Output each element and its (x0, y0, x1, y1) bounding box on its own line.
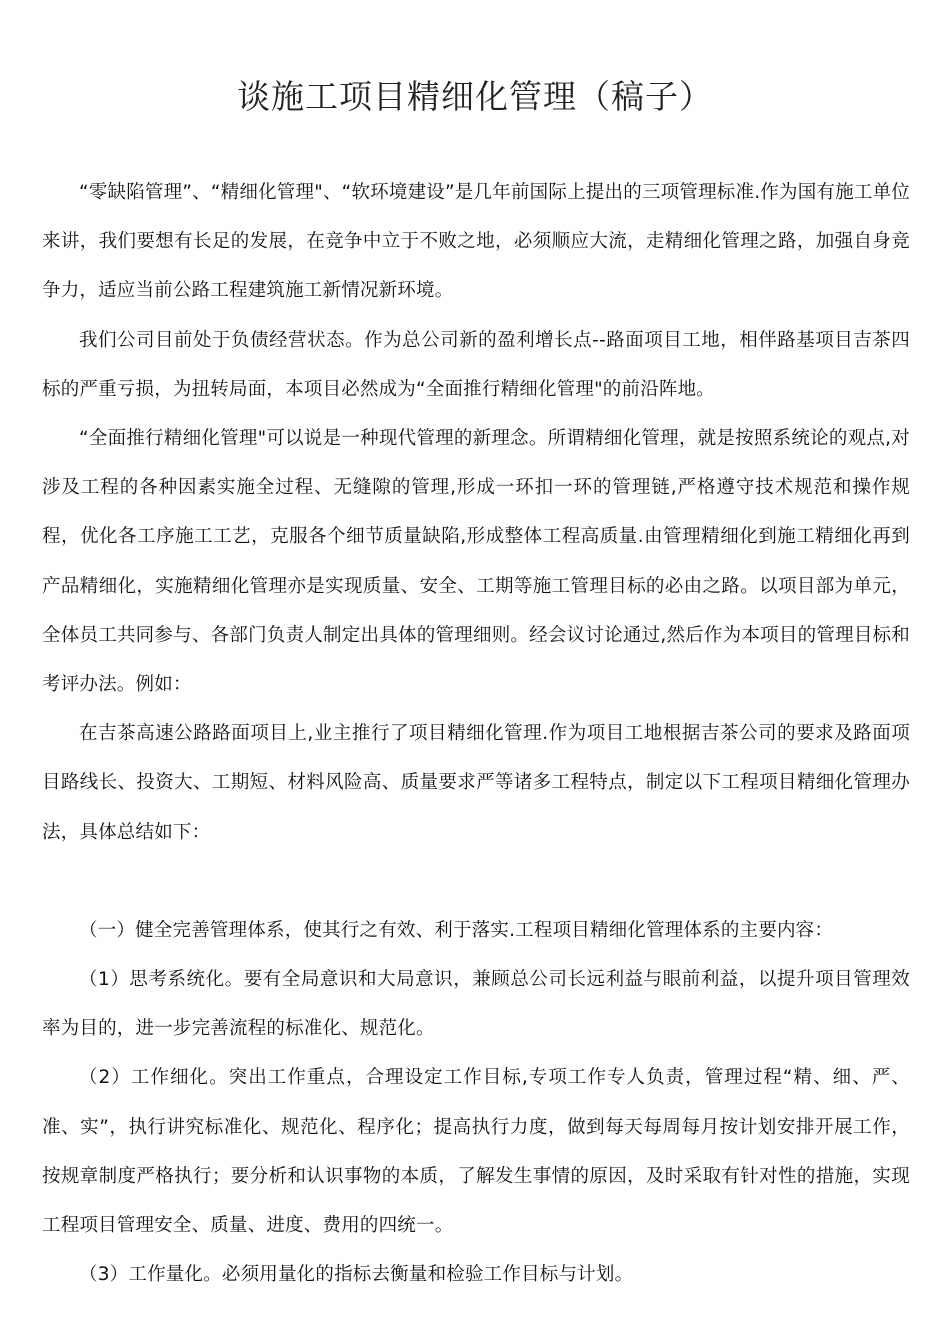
document-title: 谈施工项目精细化管理（稿子） (237, 77, 713, 116)
list-item: （1）思考系统化。要有全局意识和大局意识，兼顾总公司长远利益与眼前利益，以提升项目管理效率为目的，进一步完善流程的标准化、规范化。 (42, 969, 910, 1040)
document-body (42, 168, 910, 1299)
paragraph-spacer (42, 857, 910, 906)
paragraph: 我们公司目前处于负债经营状态。作为总公司新的盈利增长点--路面项目工地，相伴路基项目吉茶四标的严重亏损，为扭转局面，本项目必然成为“全面推行精细化管理"的前沿阵地。 (42, 329, 910, 400)
paragraph: 在吉茶高速公路路面项目上,业主推行了项目精细化管理.作为项目工地根据吉茶公司的要求及路面项目路线长、投资大、工期短、材料风险高、质量要求严等诸多工程特点，制定以下工程项目精细化管理办法，具体总结如下： (42, 723, 910, 843)
paragraph: “零缺陷管理”、“精细化管理"、“软环境建设”是几年前国际上提出的三项管理标准.作为国有施工单位来讲，我们要想有长足的发展，在竞争中立于不败之地，必须顺应大流，走精细化管理之路，加强自身竞争力，适应当前公路工程建筑施工新情况新环境。 (42, 182, 910, 302)
list-item: （3）工作量化。必须用量化的指标去衡量和检验工作目标与计划。 (79, 1264, 634, 1286)
list-item: （2）工作细化。突出工作重点，合理设定工作目标,专项工作专人负责，管理过程“精、细、严、准、实”，执行讲究标准化、规范化、程序化；提高执行力度，做到每天每周每月按计划安排开展工作，按规章制度严格执行；要分析和认识事物的本质，了解发生事情的原因，及时采取有针对性的措施，实现工程项目管理安全、质量、进度、费用的四统一。 (42, 1067, 910, 1237)
section-heading: （一）健全完善管理体系，使其行之有效、利于落实.工程项目精细化管理体系的主要内容： (79, 919, 834, 941)
paragraph: “全面推行精细化管理"可以说是一种现代管理的新理念。所谓精细化管理，就是按照系统论的观点,对涉及工程的各种因素实施全过程、无缝隙的管理,形成一环扣一环的管理链,严格遵守技术规范和操作规程，优化各工序施工工艺，克服各个细节质量缺陷,形成整体工程高质量.由管理精细化到施工精细化再到产品精细化，实施精细化管理亦是实现质量、安全、工期等施工管理目标的必由之路。以项目部为单元，全体员工共同参与、各部门负责人制定出具体的管理细则。经会议讨论通过,然后作为本项目的管理目标和考评办法。例如： (42, 428, 910, 696)
